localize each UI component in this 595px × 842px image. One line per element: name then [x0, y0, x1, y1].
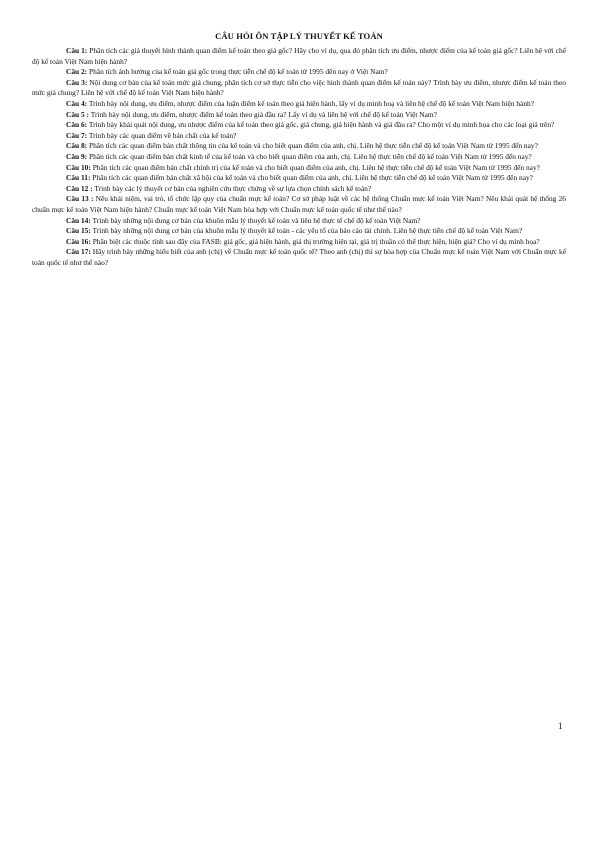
- question-10: [32, 163, 566, 174]
- question-text: Nêu khái niệm, vai trò, tổ chức lập quy của chuẩn mực kế toán? Cơ sở pháp luật về các hệ thống Chuẩn mực kế toán Việt Nam? Nêu khái quát hệ thống 26 chuẩn mực kế toán Việt Nam hiện hành? Chuẩn mực kế toán Việt Nam hòa hợp với Chuẩn mực kế toán quốc tế như thế nào?: [32, 194, 566, 214]
- question-11: [32, 173, 566, 184]
- question-6: [32, 120, 566, 131]
- question-label: Câu 11:: [66, 173, 91, 183]
- page-number: 1: [558, 721, 563, 731]
- question-label: Câu 17:: [66, 247, 91, 257]
- question-label: Câu 14:: [66, 215, 91, 225]
- question-label: Câu 5 :: [66, 109, 89, 119]
- question-9: [32, 152, 566, 163]
- question-8: [32, 141, 566, 152]
- question-15: [32, 226, 566, 237]
- document-title: CÂU HỎI ÔN TẬP LÝ THUYẾT KẾ TOÁN: [215, 31, 383, 41]
- question-text: Phân tích ảnh hưởng của kế toán giá gốc trong thực tiễn chế độ kế toán từ 1995 đến nay ở Việt Nam?: [87, 67, 388, 77]
- question-text: Trình bày những nội dung cơ bản của khuôn mẫu lý thuyết kế toán và liên hệ thực tế chế độ kế toán Việt Nam?: [90, 215, 421, 225]
- question-label: Câu 16:: [66, 236, 91, 246]
- question-label: Câu 8:: [66, 141, 88, 151]
- question-16: [32, 237, 566, 248]
- question-text: Phân tích các quan điểm bản chất kinh tế của kế toán và cho biết quan điểm của anh, chị. Liên hệ thực tiễn chế độ kế toán Việt Nam từ 1995 đến nay?: [87, 151, 532, 161]
- question-12: [32, 184, 566, 195]
- question-text: Phân tích các quan điểm bản chất xã hội của kế toán và cho biết quan điểm của anh, chị. Liên hệ thực tiễn chế độ kế toán Việt Nam từ 1995 đến nay?: [90, 173, 533, 183]
- question-4: [32, 99, 566, 110]
- question-text: Phân tích các quan điểm bản chất chính trị của kế toán và cho biết quan điểm của anh, chị. Liên hệ thực tiễn chế độ kế toán Việt Nam từ 1995 đến nay?: [90, 162, 540, 172]
- question-list: [32, 46, 566, 268]
- question-3: [32, 78, 566, 99]
- question-17: [32, 247, 566, 268]
- question-text: Phân biệt các thuộc tính sau đây của FASB: giá gốc, giá hiện hành, giá thị trường hiện tại, giá trị thuần có thể thực hiện, hiện giá? Cho ví dụ minh họa?: [90, 236, 540, 246]
- question-label: Câu 3:: [66, 77, 88, 87]
- question-5: [32, 110, 566, 121]
- question-7: [32, 131, 566, 142]
- question-text: Trình bày nội dung, ưu điểm, nhược điểm kế toán theo giá đầu ra? Lấy ví dụ và liên hệ với chế độ kế toán Việt Nam?: [89, 109, 437, 119]
- question-text: Trình bày các quan điểm về bản chất của kế toán?: [87, 130, 237, 140]
- question-text: Nội dung cơ bản của kế toán mức giá chung, phân tích cơ sở thực tiễn cho việc hình thành quan điểm kế toán này? Trình bày ưu điểm, nhược điểm kế toán theo mức giá chung? Liên hệ với chế độ kế toán Việt Nam hiện hành?: [32, 77, 566, 98]
- question-label: Câu 1:: [66, 46, 88, 55]
- question-label: Câu 13 :: [66, 194, 94, 204]
- question-text: Phân tích các giả thuyết hình thành quan điểm kế toán theo giá gốc? Hãy cho ví dụ, qua đó phân tích ưu điểm, nhược điểm của kế toán giá gốc? Liên hệ với chế độ kế toán Việt Nam hiện hành?: [32, 46, 566, 66]
- question-label: Câu 12 :: [66, 183, 93, 193]
- question-label: Câu 6:: [66, 120, 88, 130]
- question-text: Trình bày khái quát nội dung, ưu nhược điểm của kế toán theo giá gốc, giá chung, giá hiện hành và giá đầu ra? Cho một ví dụ minh họa cho các loại giá trên?: [87, 120, 555, 130]
- question-text: Phân tích các quan điểm bản chất thông tin của kế toán và cho biết quan điểm của anh, chị. Liên hệ thực tiễn chế độ kế toán Việt Nam từ 1995 đến nay?: [87, 141, 538, 151]
- question-label: Câu 4:: [66, 98, 88, 108]
- question-text: Trình bày các lý thuyết cơ bản của nghiên cứu thực chứng về sự lựa chọn chính sách kế toán?: [92, 183, 372, 193]
- question-label: Câu 10:: [66, 162, 91, 172]
- question-13: [32, 194, 566, 215]
- question-2: [32, 67, 566, 78]
- question-14: [32, 216, 566, 227]
- question-label: Câu 9:: [66, 151, 88, 161]
- question-label: Câu 2:: [66, 67, 88, 77]
- question-text: Trình bày nội dung, ưu điểm, nhược điểm của luận điểm kế toán theo giá hiện hành, lấy ví dụ minh hoạ và liên hệ chế độ kế toán Việt Nam hiện hành?: [87, 98, 535, 108]
- question-text: Hãy trình bày những hiểu biết của anh (chị) về Chuẩn mực kế toán quốc tế? Theo anh (chị) thì sự hòa hợp của Chuẩn mực kế toán Việt Nam với Chuẩn mực kế toán quốc tế như thế nào?: [32, 247, 567, 267]
- document-page: [32, 31, 566, 268]
- question-label: Câu 7:: [66, 130, 88, 140]
- question-text: Trình bày những nội dung cơ bản của khuôn mẫu lý thuyết kế toán - các yếu tố của báo cáo tài chính. Liên hệ thực tiễn chế độ kế toán Việt Nam?: [90, 226, 523, 236]
- question-1: [32, 46, 566, 67]
- question-label: Câu 15:: [66, 226, 91, 236]
